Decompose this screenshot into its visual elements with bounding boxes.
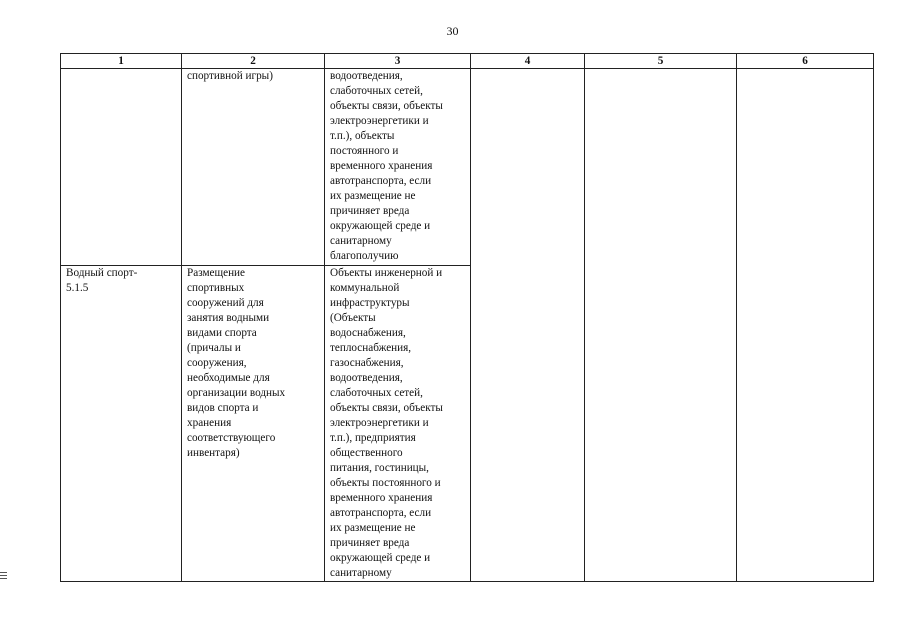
cell-text-line: коммунальной [330,282,400,294]
cell-text-line: Водный спорт- [66,267,138,279]
cell-text-line: слаботочных сетей, [330,387,423,399]
land-use-table [60,53,874,582]
cell-text-line: объекты постоянного и [330,477,441,489]
column-header-1: 1 [61,54,182,69]
cell-text-line: необходимые для [187,372,270,384]
cell-text-line: т.п.), предприятия [330,432,416,444]
cell-text-line: санитарному [330,235,392,247]
cell-text-line: причиняет вреда [330,205,410,217]
cell-text-line: постоянного и [330,145,399,157]
cell-text-line: временного хранения [330,492,433,504]
cell-text-line: водоснабжения, [330,327,406,339]
cell-text-line: сооружения, [187,357,247,369]
cell-text-line: электроэнергетики и [330,417,429,429]
cell-text-line: Объекты инженерной и [330,267,443,279]
cell-text-line: благополучию [330,250,399,262]
column-header-3: 3 [325,54,471,69]
cell-text-line: объекты связи, объекты [330,402,443,414]
cell-auxiliary-uses [325,69,471,266]
cell-text-line: инфраструктуры [330,297,410,309]
cell-text-line: питания, гостиницы, [330,462,429,474]
column-header-4: 4 [471,54,585,69]
cell-text-line: их размещение не [330,522,416,534]
cell-text-line: сооружений для [187,297,264,309]
cell-text-line: санитарному [330,567,392,579]
cell-text-line: окружающей среде и [330,552,431,564]
cell-text-line: т.п.), объекты [330,130,395,142]
cell-text-line: спортивной игры) [187,70,273,82]
cell-name [61,69,182,266]
cell-text-line: хранения [187,417,232,429]
column-header-2: 2 [182,54,325,69]
cell-text-line: занятия водными [187,312,270,324]
cell-text-line: 5.1.5 [66,282,89,294]
cell-column-6 [737,69,874,582]
cell-text-line: водоотведения, [330,70,403,82]
cell-text-line: автотранспорта, если [330,507,432,519]
cell-text-line: окружающей среде и [330,220,431,232]
cell-text-line: инвентаря) [187,447,240,459]
cell-text-line: газоснабжения, [330,357,404,369]
cell-text-line: соответствующего [187,432,276,444]
cell-text-line: временного хранения [330,160,433,172]
cell-text-line: причиняет вреда [330,537,410,549]
table-row [61,69,874,266]
cell-text-line: общественного [330,447,403,459]
cell-text-line: (Объекты [330,312,376,324]
cell-auxiliary-uses [325,266,471,582]
cell-text-line: автотранспорта, если [330,175,432,187]
column-header-6: 6 [737,54,874,69]
page-number: 30 [446,24,459,38]
cell-text-line: организации водных [187,387,286,399]
cell-text-line: водоотведения, [330,372,403,384]
cell-text-line: теплоснабжения, [330,342,412,354]
cell-text-line: видов спорта и [187,402,259,414]
cell-description [182,266,325,582]
cell-text-line: спортивных [187,282,245,294]
cell-text-line: видами спорта [187,327,257,339]
cell-text-line: слаботочных сетей, [330,85,423,97]
cell-text-line: их размещение не [330,190,416,202]
cell-description [182,69,325,266]
cell-name [61,266,182,582]
margin-mark [0,572,7,582]
cell-text-line: Размещение [187,267,246,279]
cell-column-4 [471,69,585,582]
cell-text-line: объекты связи, объекты [330,100,443,112]
cell-text-line: электроэнергетики и [330,115,429,127]
cell-column-5 [585,69,737,582]
column-header-5: 5 [585,54,737,69]
table-header-row [61,54,874,69]
cell-text-line: (причалы и [187,342,241,354]
